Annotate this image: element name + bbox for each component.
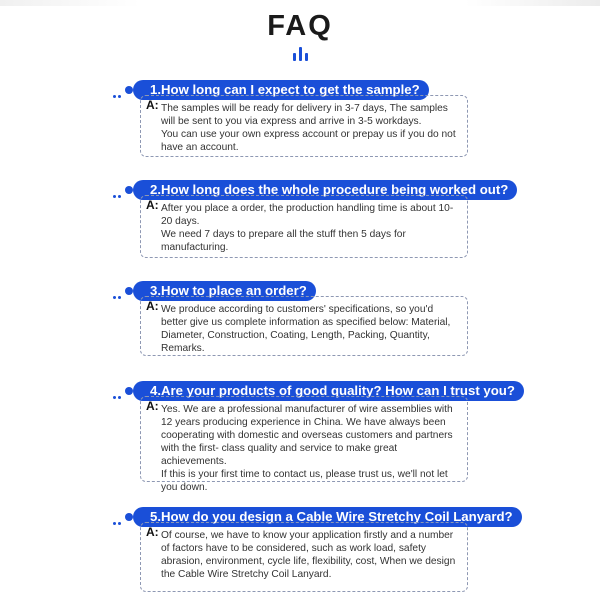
answer-label: A: (146, 198, 159, 212)
dot-icon (113, 296, 116, 299)
answer-label: A: (146, 399, 159, 413)
answer-box (140, 522, 468, 592)
dot-icon (113, 522, 116, 525)
page-title: FAQ (267, 10, 333, 42)
answer-text (161, 403, 459, 494)
answer-box (140, 296, 468, 356)
dot-icon (113, 95, 116, 98)
answer-label: A: (146, 525, 159, 539)
corner-shade-left (0, 0, 140, 6)
answer-paragraph: We produce according to customers' specifications, so you'd better give us complete information as specified below: Material, Diameter, Construction, Coating, Length, Packing, Quantity, Remarks. (161, 304, 451, 354)
question-pill: 1.How long can I expect to get the sample? (133, 80, 429, 100)
answer-box (140, 195, 468, 258)
answer-paragraph: After you place a order, the production handling time is about 10- 20 days. (161, 203, 454, 227)
dot-icon (118, 195, 121, 198)
question-pill: 3.How to place an order? (133, 281, 316, 301)
dot-icon (113, 396, 116, 399)
dot-icon (125, 186, 133, 194)
answer-paragraph: You can use your own express account or prepay us if you do not have an account. (161, 129, 456, 153)
dot-icon (125, 513, 133, 521)
corner-shade-right (465, 0, 600, 6)
question-pill: 2.How long does the whole procedure being worked out? (133, 180, 517, 200)
dot-icon (118, 522, 121, 525)
answer-paragraph: We need 7 days to prepare all the stuff then 5 days for manufacturing. (161, 229, 406, 253)
answer-box (140, 396, 468, 493)
answer-text (161, 529, 459, 581)
question-pill: 5.How do you design a Cable Wire Stretchy Coil Lanyard? (133, 507, 522, 527)
dot-icon (118, 296, 121, 299)
dot-icon (125, 287, 133, 295)
answer-text (161, 202, 459, 254)
answer-text (161, 102, 459, 154)
dot-icon (125, 86, 133, 94)
answer-label: A: (146, 98, 159, 112)
dot-icon (118, 396, 121, 399)
question-pill: 4.Are your products of good quality? How can I trust you? (133, 381, 524, 401)
dot-icon (118, 95, 121, 98)
answer-label: A: (146, 299, 159, 313)
dot-icon (125, 387, 133, 395)
answer-paragraph: If this is your first time to contact us, please trust us, we'll not let you down. (161, 469, 448, 493)
dot-icon (113, 195, 116, 198)
answer-box (140, 95, 468, 157)
answer-paragraph: Yes. We are a professional manufacturer of wire assemblies with 12 years producing experience in China. We have always been cooperating with domestic and overseas customers and partners with the first- class quality and service to make great achievements. (161, 404, 453, 467)
title-bars-icon (291, 47, 311, 61)
answer-text (161, 303, 459, 355)
answer-paragraph: Of course, we have to know your application firstly and a number of factors have to be considered, such as work load, safety abrasion, environment, cycle life, flexibility, cost, When we design the Cable Wire Stretchy Coil Lanyard. (161, 530, 456, 580)
answer-paragraph: The samples will be ready for delivery in 3-7 days, The samples will be sent to you via express and arrive in 3-5 workdays. (161, 103, 448, 127)
